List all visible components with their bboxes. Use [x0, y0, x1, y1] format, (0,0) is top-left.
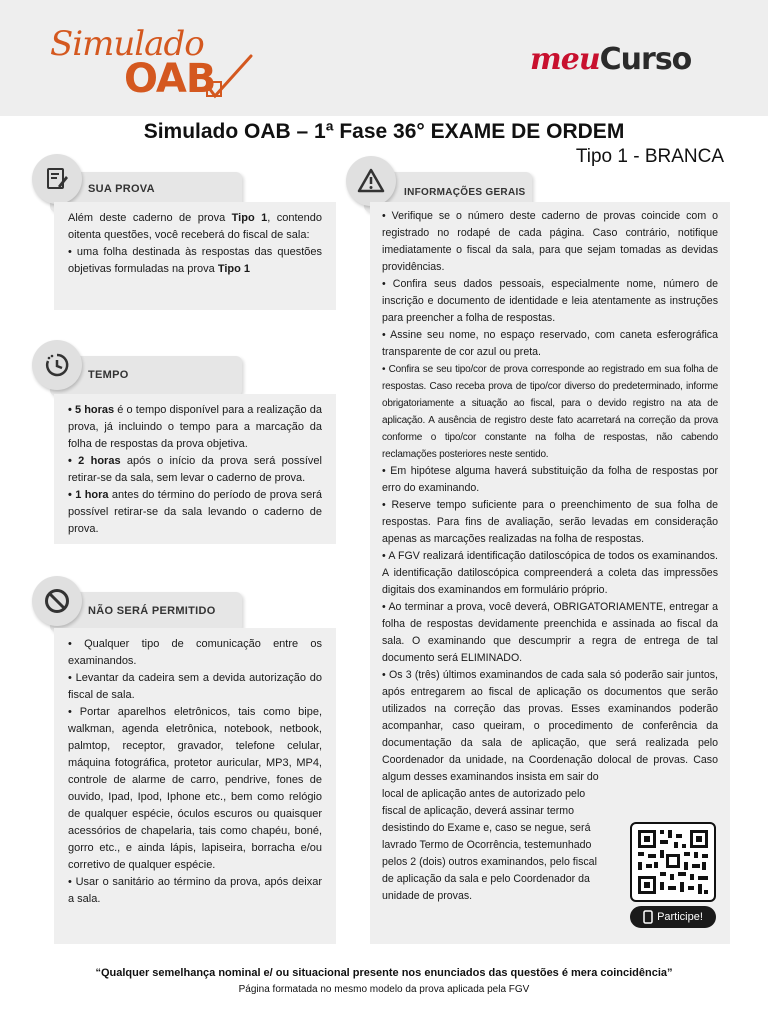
section-icon-nao-permitido — [32, 576, 82, 626]
sua-prova-text-1: Além deste caderno de prova — [68, 212, 232, 224]
info-item: • Assine seu nome, no espaço reservado, com caneta esferográfica transparente de cor azul ou preta. — [382, 329, 718, 358]
info-tail-line: unidade de provas. — [382, 890, 473, 902]
info-tail-line: de aplicação da sala e pelo Coordenador da — [382, 873, 590, 885]
panel-tempo — [54, 394, 336, 544]
info-item: • Ao terminar a prova, você deverá, OBRIGATORIAMENTE, entregar a folha de respostas devidamente preenchida e assinada ao fiscal da sala. O examinando que descumprir a regra de entrega de tal documento será ELIMINADO. — [382, 601, 718, 664]
info-item: • Em hipótese alguma haverá substituição da folha de respostas por erro do examinando. — [382, 465, 718, 494]
page-title: Simulado OAB – 1ª Fase 36° EXAME DE ORDEM — [143, 120, 625, 143]
prohibited-icon — [43, 587, 71, 615]
proibido-item: • Portar aparelhos eletrônicos, tais como bipe, walkman, agenda eletrônica, notebook, netbook, palmtop, receptor, gravador, telefone celular, máquina fotográfica, protetor auricular, MP3, MP4, controle de alarme de carro, pendrive, fones de ouvido, Ipad, Ipod, Iphone etc., bem como relógio de qualquer espécie, óculos escuros ou quaisquer acessórios de chapelaria, tais como chapéu, boné, gorro etc., e ainda lápis, lapiseira, borracha e/ou corretivo de qualquer espécie. — [68, 706, 322, 871]
tempo-item-text: após o início da prova será possível retirar-se da sala, sem levar o caderno de prova. — [68, 455, 322, 484]
panel-sua-prova — [54, 202, 336, 310]
info-tail-line: desistindo do Exame e, caso se negue, será — [382, 822, 591, 834]
tempo-item-bold: • 1 hora — [68, 489, 109, 501]
info-tail-line: pelos 2 (dois) outros examinandos, pelo fiscal — [382, 856, 597, 868]
tempo-item-bold: • 5 horas — [68, 404, 115, 416]
info-item: • Os 3 (três) últimos examinandos de cada sala só poderão sair juntos, após entregarem ao fiscal de aplicação os documentos que serão utilizados na correção das provas. Esses examinandos poderão acompanhar, caso queiram, o procedimento de conferência da documentação da sala de aplicação, que será realizada pelo Coordenador da unidade, na Coordenação dolocal de provas. Caso algum desses examinandos insista em sair do — [382, 669, 718, 783]
participe-label: Participe! — [657, 911, 703, 923]
sua-prova-text-2: , contendo oitenta questões, você receberá do fiscal de sala: — [68, 212, 322, 241]
section-title-sua-prova: SUA PROVA — [88, 183, 155, 195]
proibido-item: • Usar o sanitário ao término da prova, após deixar a sala. — [68, 876, 322, 905]
logo-meu-text: meu — [530, 42, 600, 77]
tempo-item-bold: • 2 horas — [68, 455, 121, 467]
warning-icon — [356, 167, 386, 195]
info-item: • A FGV realizará identificação datiloscópica de todos os examinandos. A identificação datiloscópica compreenderá a coleta das impressões digitais dos examinandos em formulário próprio. — [382, 550, 718, 596]
proibido-item: • Levantar da cadeira sem a devida autorização do fiscal de sala. — [68, 672, 322, 701]
phone-icon — [643, 910, 653, 924]
sua-prova-bullet — [68, 244, 322, 278]
section-title-tempo: TEMPO — [88, 369, 129, 381]
info-item: • Confira seus dados pessoais, especialmente nome, número de inscrição e documento de identidade e leia atentamente as instruções para preencher a folha de respostas. — [382, 278, 718, 324]
meucurso-logo — [530, 42, 691, 77]
info-tail — [382, 786, 620, 905]
logo-script-text: Simulado — [50, 24, 204, 64]
qr-code-icon — [632, 824, 714, 900]
info-tail-line: local de aplicação antes de autorizado pelo — [382, 788, 586, 800]
section-title-nao-permitido: NÃO SERÁ PERMITIDO — [88, 605, 216, 617]
tempo-item — [68, 453, 322, 487]
section-icon-sua-prova — [32, 154, 82, 204]
proibido-item: • Qualquer tipo de comunicação entre os examinandos. — [68, 638, 322, 667]
sua-prova-text-3: • uma folha destinada às respostas das questões objetivas formuladas na prova — [68, 246, 322, 275]
sua-prova-bold-1: Tipo 1 — [231, 212, 268, 224]
info-tail-line: fiscal de aplicação, deverá assinar termo — [382, 805, 574, 817]
info-item: • Confira se seu tipo/cor de prova corresponde ao registrado em sua folha de respostas. Caso receba prova de tipo/cor diverso do predeterminado, informe obrigatoriamente a situação ao fiscal, para o devido registro na ata de aplicação. A ausência de registro deste fato acarretará na correção da prova conforme o tipo/cor constante na folha de respostas, não cabendo reclamações posteriores neste sentido. — [382, 364, 718, 460]
simulado-oab-logo — [50, 20, 250, 110]
info-tail-line: lavrado Termo de Ocorrência, testemunhado — [382, 839, 592, 851]
tempo-item — [68, 402, 322, 453]
tempo-item — [68, 487, 322, 538]
section-icon-info-gerais — [346, 156, 396, 206]
tempo-item-text: antes do término do período de prova será possível retirar-se da sala levando o caderno de prova. — [68, 489, 323, 535]
sua-prova-paragraph — [68, 210, 322, 244]
check-icon — [195, 50, 255, 110]
footer-disclaimer: “Qualquer semelhança nominal e/ ou situacional presente nos enunciados das questões é mera coincidência” — [95, 967, 673, 979]
logo-curso-text: Curso — [599, 42, 692, 77]
tempo-item-text: é o tempo disponível para a realização da prova, já incluindo o tempo para a marcação da folha de respostas da prova objetiva. — [68, 404, 322, 450]
clock-icon — [44, 352, 70, 378]
section-title-info-gerais: INFORMAÇÕES GERAIS — [404, 187, 526, 198]
sua-prova-bold-2: Tipo 1 — [217, 263, 251, 275]
qr-code[interactable] — [630, 822, 716, 902]
panel-nao-permitido — [54, 628, 336, 944]
section-icon-tempo — [32, 340, 82, 390]
info-item: • Reserve tempo suficiente para o preenchimento de sua folha de respostas. Para fins de avaliação, serão levadas em consideração apenas as marcações realizadas na folha de respostas. — [382, 499, 718, 545]
footer-note: Página formatada no mesmo modelo da prova aplicada pela FGV — [238, 984, 530, 995]
participe-button[interactable] — [630, 906, 716, 928]
edit-document-icon — [44, 166, 70, 192]
page-subtitle: Tipo 1 - BRANCA — [575, 146, 724, 167]
logo-oab-text: OAB — [124, 56, 216, 102]
info-item: • Verifique se o número deste caderno de provas coincide com o registrado no rodapé de cada página. Caso contrário, notifique imediatamente o fiscal da sala, para que sejam tomadas as devidas providências. — [382, 210, 718, 273]
